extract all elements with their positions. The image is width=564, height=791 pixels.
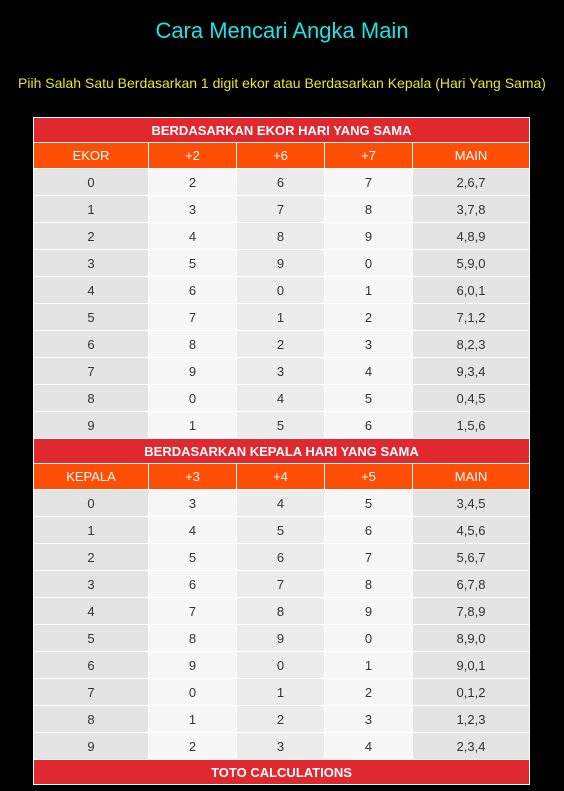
table-cell: 7 [34,679,149,706]
table-cell: 7 [149,304,237,331]
kepala-section-header [34,439,530,464]
table-cell: 8 [34,385,149,412]
calculation-table [33,117,530,785]
table-cell: 3 [149,196,237,223]
table-cell: 9 [237,250,325,277]
table-cell: 8 [325,571,413,598]
kepala-column-header: MAIN [413,464,530,490]
footer-title: TOTO CALCULATIONS [34,760,530,785]
table-cell: 8,9,0 [413,625,530,652]
table-cell: 2 [149,733,237,760]
table-cell: 8 [237,598,325,625]
kepala-column-header: +5 [325,464,413,490]
table-cell: 6 [325,517,413,544]
table-cell: 3 [34,250,149,277]
table-cell: 2 [325,304,413,331]
table-cell: 1 [325,277,413,304]
table-cell: 2 [237,706,325,733]
table-cell: 9 [34,412,149,439]
footer-row [34,760,530,785]
kepala-column-headers [34,464,530,490]
table-cell: 9 [149,358,237,385]
table-cell: 2 [325,679,413,706]
ekor-column-header: +2 [149,143,237,169]
table-row [34,706,530,733]
table-cell: 1 [325,652,413,679]
ekor-column-header: MAIN [413,143,530,169]
table-cell: 5,6,7 [413,544,530,571]
table-cell: 8 [34,706,149,733]
ekor-column-header: EKOR [34,143,149,169]
table-cell: 4 [237,385,325,412]
table-cell: 8 [325,196,413,223]
table-row [34,490,530,517]
table-cell: 9 [237,625,325,652]
table-cell: 0 [325,625,413,652]
table-cell: 3 [149,490,237,517]
table-row [34,250,530,277]
table-row [34,598,530,625]
table-cell: 5 [149,250,237,277]
table-cell: 1,2,3 [413,706,530,733]
table-cell: 4 [325,733,413,760]
table-cell: 5 [237,517,325,544]
table-cell: 7 [237,571,325,598]
table-row [34,196,530,223]
table-cell: 5 [34,304,149,331]
ekor-section-header [34,118,530,143]
table-row [34,625,530,652]
table-cell: 5 [237,412,325,439]
table-row [34,652,530,679]
table-cell: 3 [325,706,413,733]
table-cell: 3 [237,733,325,760]
table-cell: 4,8,9 [413,223,530,250]
kepala-section-title: BERDASARKAN KEPALA HARI YANG SAMA [34,439,530,464]
table-cell: 4 [237,490,325,517]
table-cell: 3,7,8 [413,196,530,223]
table-cell: 2 [34,544,149,571]
table-cell: 1 [149,706,237,733]
kepala-column-header: +3 [149,464,237,490]
table-cell: 2,3,4 [413,733,530,760]
table-cell: 8 [149,331,237,358]
table-cell: 6 [34,331,149,358]
table-cell: 7 [34,358,149,385]
table-cell: 0 [237,277,325,304]
ekor-column-headers [34,143,530,169]
page-subtitle: Piih Salah Satu Berdasarkan 1 digit ekor atau Berdasarkan Kepala (Hari Yang Sama) [18,75,546,91]
table-cell: 4 [34,598,149,625]
table-cell: 0 [34,490,149,517]
table-cell: 7 [325,169,413,196]
ekor-section-title: BERDASARKAN EKOR HARI YANG SAMA [34,118,530,143]
table-cell: 0,1,2 [413,679,530,706]
table-cell: 1 [237,679,325,706]
table-cell: 6,0,1 [413,277,530,304]
table-cell: 6 [325,412,413,439]
table-cell: 8,2,3 [413,331,530,358]
table-cell: 6 [149,277,237,304]
table-cell: 1,5,6 [413,412,530,439]
table-cell: 3 [34,571,149,598]
table-cell: 6 [34,652,149,679]
table-cell: 2 [237,331,325,358]
table-cell: 6 [237,169,325,196]
table-row [34,304,530,331]
table-row [34,517,530,544]
table-cell: 5 [325,490,413,517]
table-cell: 1 [149,412,237,439]
kepala-column-header: KEPALA [34,464,149,490]
table-cell: 2 [34,223,149,250]
table-cell: 8 [237,223,325,250]
table-cell: 9 [34,733,149,760]
table-cell: 1 [34,517,149,544]
table-cell: 1 [34,196,149,223]
table-cell: 4 [325,358,413,385]
table-cell: 6 [149,571,237,598]
table-row [34,733,530,760]
table-cell: 0 [237,652,325,679]
table-row [34,358,530,385]
table-cell: 1 [237,304,325,331]
table-cell: 7 [237,196,325,223]
table-row [34,223,530,250]
table-row [34,385,530,412]
table-cell: 7,1,2 [413,304,530,331]
table-cell: 9 [149,652,237,679]
table-cell: 9 [325,598,413,625]
table-row [34,277,530,304]
table-cell: 9,0,1 [413,652,530,679]
table-cell: 2 [149,169,237,196]
table-cell: 8 [149,625,237,652]
ekor-column-header: +6 [237,143,325,169]
table-cell: 0,4,5 [413,385,530,412]
table-cell: 4 [34,277,149,304]
table-row [34,544,530,571]
table-cell: 9 [325,223,413,250]
table-cell: 7 [149,598,237,625]
table-cell: 7 [325,544,413,571]
table-cell: 0 [149,679,237,706]
table-cell: 0 [149,385,237,412]
kepala-column-header: +4 [237,464,325,490]
table-row [34,412,530,439]
table-cell: 4,5,6 [413,517,530,544]
table-cell: 0 [325,250,413,277]
table-row [34,679,530,706]
table-cell: 5 [149,544,237,571]
ekor-column-header: +7 [325,143,413,169]
table-cell: 7,8,9 [413,598,530,625]
table-row [34,571,530,598]
table-cell: 0 [34,169,149,196]
table-row [34,331,530,358]
page-title: Cara Mencari Angka Main [155,18,409,43]
table-cell: 3,4,5 [413,490,530,517]
table-row [34,169,530,196]
table-cell: 2,6,7 [413,169,530,196]
table-cell: 6,7,8 [413,571,530,598]
table-cell: 6 [237,544,325,571]
table-cell: 4 [149,223,237,250]
table-cell: 3 [325,331,413,358]
table-cell: 4 [149,517,237,544]
table-cell: 3 [237,358,325,385]
table-cell: 5 [325,385,413,412]
table-cell: 9,3,4 [413,358,530,385]
table-cell: 5,9,0 [413,250,530,277]
table-cell: 5 [34,625,149,652]
